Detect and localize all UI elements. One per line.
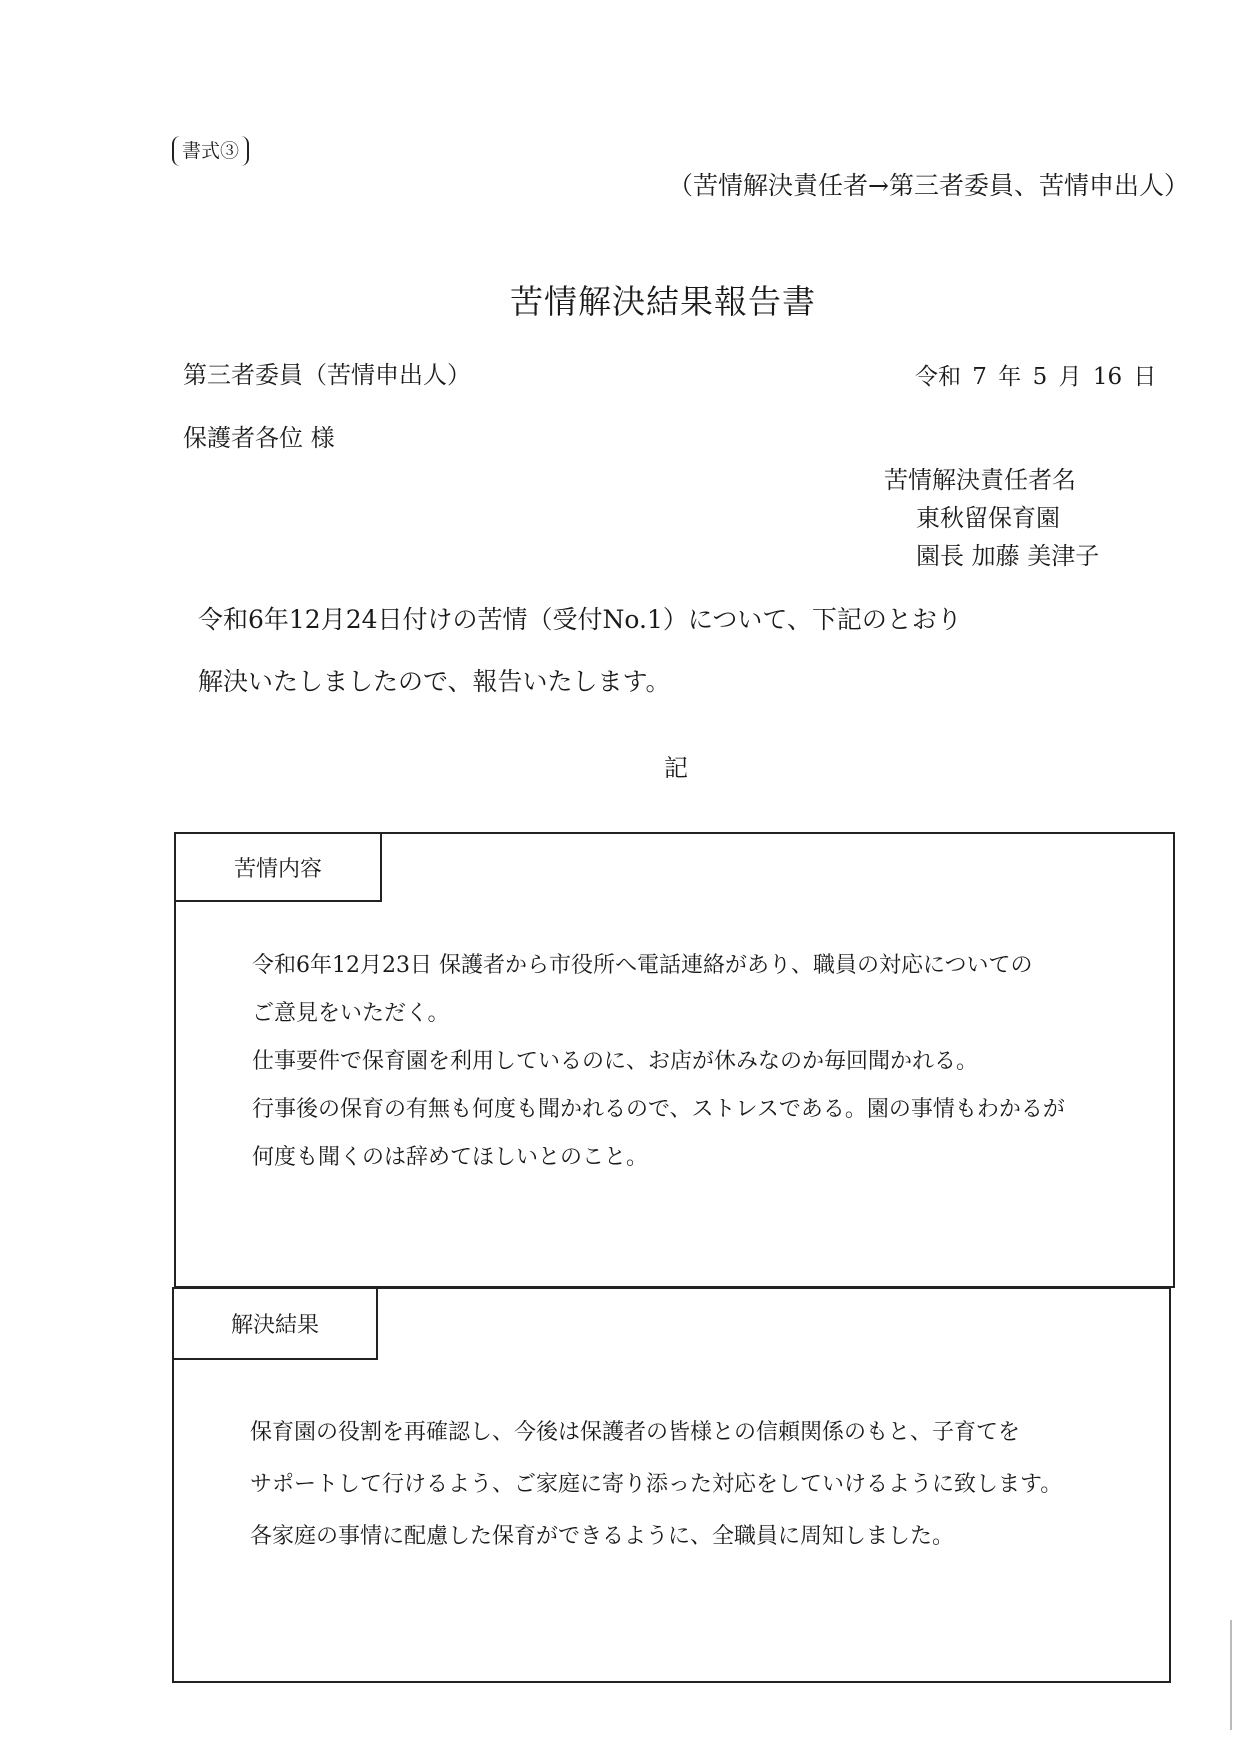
result-line: サポートして行けるよう、ご家庭に寄り添った対応をしていけるように致します。 <box>250 1472 1063 1497</box>
addressee-line: 保護者各位 様 <box>183 424 335 452</box>
ki-heading: 記 <box>664 754 688 782</box>
sender-role-label: 苦情解決責任者名 <box>884 466 1076 494</box>
result-line: 各家庭の事情に配慮した保育ができるように、全職員に周知しました。 <box>250 1524 955 1549</box>
result-section-body <box>250 1407 1062 1563</box>
result-section <box>172 1287 1171 1683</box>
complaint-line: 仕事要件で保育園を利用しているのに、お店が休みなのか毎回聞かれる。 <box>252 1049 979 1074</box>
complaint-line: ご意見をいただく。 <box>252 1001 450 1026</box>
sender-block <box>884 461 1099 575</box>
sender-organization: 東秋留保育園 <box>916 504 1060 532</box>
recipient-line: 第三者委員（苦情申出人） <box>183 361 471 389</box>
document-date: 令和 7 年 5 月 16 日 <box>915 364 1157 390</box>
scan-edge-mark <box>1230 1620 1232 1730</box>
routing-note: （苦情解決責任者→第三者委員、苦情申出人） <box>668 171 1189 200</box>
result-section-label: 解決結果 <box>172 1287 378 1360</box>
intro-line-2: 解決いたしましたので、報告いたします。 <box>198 667 671 696</box>
complaint-line: 何度も聞くのは辞めてほしいとのこと。 <box>252 1145 649 1170</box>
intro-line-1: 令和6年12月24日付けの苦情（受付No.1）について、下記のとおり <box>198 605 962 634</box>
complaint-section-label: 苦情内容 <box>174 832 382 902</box>
sender-name: 園長 加藤 美津子 <box>916 542 1100 570</box>
result-line: 保育園の役割を再確認し、今後は保護者の皆様との信頼関係のもと、子育てを <box>250 1420 1021 1445</box>
document-title: 苦情解決結果報告書 <box>510 282 816 321</box>
complaint-line: 行事後の保育の有無も何度も聞かれるので、ストレスである。園の事情もわかるが <box>252 1097 1065 1122</box>
complaint-section-body <box>252 942 1065 1182</box>
form-number-label: 書式③ <box>172 136 249 166</box>
complaint-section <box>174 832 1175 1288</box>
complaint-line: 令和6年12月23日 保護者から市役所へ電話連絡があり、職員の対応についての <box>252 953 1033 978</box>
